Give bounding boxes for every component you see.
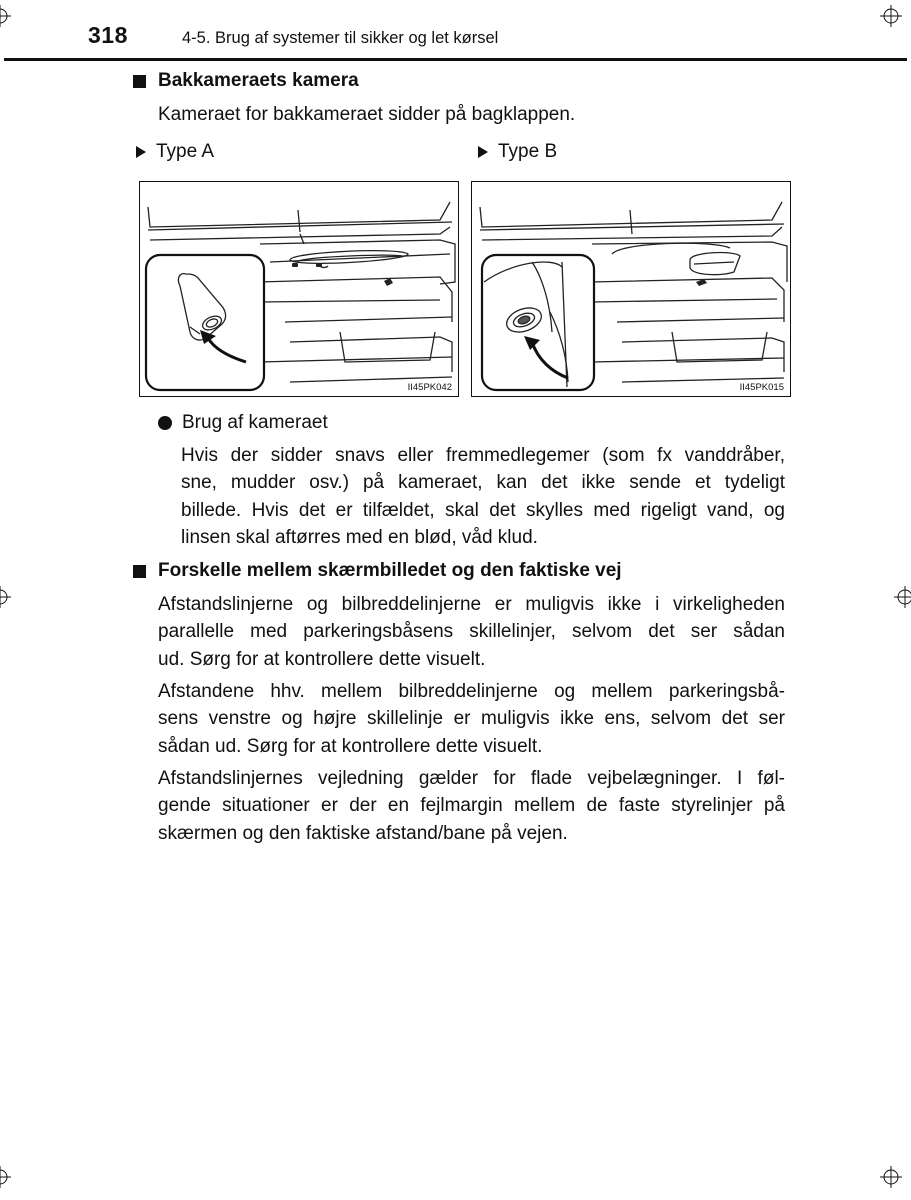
crop-mark-top-right-icon: [880, 5, 902, 27]
paragraph-vehicle-width-lines: Afstandene hhv. mellem bilbreddelinjerne og mellem parkeringsbå- sens venstre og højre skillelinje er muligvis ikke ens, selvom det ser sådan ud. Sørg for at kontrollere dette visuelt.: [158, 681, 785, 757]
type-a-label: Type A: [136, 139, 214, 165]
section-heading-text: Bakkameraets kamera: [158, 70, 359, 91]
header-rule: [4, 58, 907, 61]
page-number: 318: [88, 22, 128, 48]
tailgate-camera-illustration-a: [140, 182, 458, 395]
square-bullet-icon: [133, 75, 146, 88]
crop-mark-bottom-right-icon: [880, 1166, 902, 1188]
section-heading-screen-differences: [133, 558, 622, 584]
triangle-bullet-icon: [136, 146, 146, 158]
crop-mark-mid-right-icon: [894, 586, 911, 608]
tailgate-camera-illustration-b: [472, 182, 790, 395]
triangle-bullet-icon: [478, 146, 488, 158]
square-bullet-icon: [133, 565, 146, 578]
crop-mark-bottom-left-icon: [0, 1166, 11, 1188]
section-heading-camera: [133, 68, 359, 94]
round-bullet-icon: [158, 416, 172, 430]
figure-code: II45PK042: [407, 382, 452, 393]
crop-mark-mid-left-icon: [0, 586, 11, 608]
paragraph-distance-lines: Afstandslinjerne og bilbreddelinjerne er muligvis ikke i virkeligheden parallelle med parkeringsbåsens skillelinjer, selvom det ser sådan ud. Sørg for at kontrollere dette visuelt.: [158, 594, 785, 670]
crop-mark-top-left-icon: [0, 5, 11, 27]
figure-type-a: [139, 181, 459, 397]
running-header: 4-5. Brug af systemer til sikker og let kørsel: [182, 29, 499, 47]
figure-code: II45PK015: [739, 382, 784, 393]
bullet-camera-usage: [158, 410, 328, 436]
bullet-title: Brug af kameraet: [182, 412, 328, 433]
camera-usage-text: Hvis der sidder snavs eller fremmedlegemer (som fx vanddråber, sne, mudder osv.) på kameraet, kan det ikke sende et tydeligt billede. Hvis det er tilfældet, skal det skylles med rigeligt vand, og linsen skal aftørres med en blød, våd klud.: [181, 445, 785, 548]
figure-type-b: [471, 181, 791, 397]
type-b-label: Type B: [478, 139, 557, 165]
camera-intro: Kameraet for bakkameraet sidder på bagklappen.: [158, 104, 576, 125]
section-heading-text: Forskelle mellem skærmbilledet og den faktiske vej: [158, 560, 622, 581]
paragraph-flat-road-guidance: Afstandslinjernes vejledning gælder for flade vejbelægninger. I føl- gende situationer er der en fejlmargin mellem de faste styrelinjer på skærmen og den faktiske afstand/bane på vejen.: [158, 768, 785, 844]
